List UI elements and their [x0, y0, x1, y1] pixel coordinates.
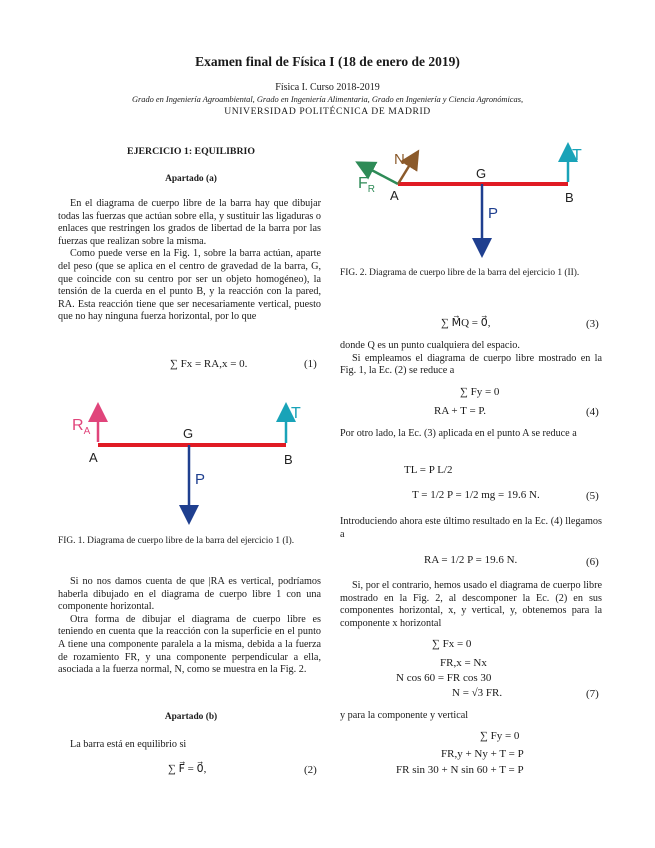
equation-6-number: (6): [586, 556, 599, 568]
equation-7d: N = √3 FR.: [452, 687, 503, 699]
equation-5-number: (5): [586, 490, 599, 502]
left-text-block-2: [58, 576, 321, 677]
equation-1-number: (1): [304, 358, 317, 370]
equation-2: ∑ F⃗ = 0⃗,: [168, 763, 207, 775]
equation-8c: FR sin 30 + N sin 60 + T = P: [396, 764, 524, 776]
label-a: A: [89, 450, 98, 465]
label-ra: $R_A$: [72, 417, 91, 437]
label-t-2: T: [572, 147, 582, 164]
right-text-block-1: [340, 340, 602, 378]
university-line: UNIVERSIDAD POLITÉCNICA DE MADRID: [224, 106, 431, 117]
equation-4b: RA + T = P.: [434, 405, 487, 417]
equation-7b: FR,x = Nx: [440, 657, 487, 669]
equation-7c: N cos 60 = FR cos 30: [396, 672, 492, 684]
paragraph-10: Si, por el contrario, hemos usado el diagrama de cuerpo libre mostrado en la Fig. 2, al descomponer la Ec. (2) en sus componentes horizontal, x, y vertical, y, obtenemos para la componente x horizontal: [340, 580, 602, 629]
label-b-2: B: [565, 190, 574, 205]
left-text-block-3: [58, 739, 321, 752]
figure-1-caption: FIG. 1. Diagrama de cuerpo libre de la barra del ejercicio 1 (I).: [58, 536, 295, 546]
paragraph-3: Si no nos damos cuenta de que |RA es vertical, podríamos haberla dibujado en el diagrama de cuerpo libre 1 con una componente horizontal.: [58, 576, 321, 613]
paragraph-6: donde Q es un punto cualquiera del espacio.: [340, 340, 520, 351]
paragraph-2: Como puede verse en la Fig. 1, sobre la barra actúan, aparte del peso (que se aplica en el centro de gravedad de la barra, G, que coincide con su centro por ser un objeto homogéneo), la tensión de la cuerda en el punto B, y la reacción con la pared, RA. Esta reacción tiene que ser necesariamente vertical, puesto que no hay ninguna fuerza horizontal, por lo que: [58, 248, 321, 323]
paragraph-1: En el diagrama de cuerpo libre de la barra hay que dibujar todas las fuerzas que actúan sobre ella, y sustituir las ligaduras o enlaces que restringen los grados de libertad de la barra por las fuerzas que realizan sobre la misma.: [58, 198, 321, 247]
page-title: Examen final de Física I (18 de enero de 2019): [195, 54, 460, 69]
equation-8a: ∑ Fy = 0: [480, 730, 520, 742]
paragraph-7: Si empleamos el diagrama de cuerpo libre mostrado en la Fig. 1, la Ec. (2) se reduce a: [340, 352, 602, 377]
degrees-line: Grado en Ingeniería Agroambiental, Grado en Ingeniería Alimentaria, Grado en Ingeniería y Ciencia Agronómicas,: [131, 95, 524, 104]
label-g: G: [183, 426, 194, 441]
figure-1: [58, 398, 328, 526]
label-fr: $F_R$: [358, 175, 376, 195]
paragraph-8: Por otro lado, la Ec. (3) aplicada en el punto A se reduce a: [340, 428, 577, 439]
right-text-block-2: [340, 428, 602, 441]
label-p: P: [195, 471, 206, 488]
equation-2-number: (2): [304, 764, 317, 776]
equation-8b: FR,y + Ny + T = P: [441, 748, 524, 760]
equation-4-number: (4): [586, 406, 599, 418]
paragraph-11: y para la componente y vertical: [340, 710, 469, 721]
apartado-b-heading: Apartado (b): [164, 712, 218, 722]
equation-1: ∑ Fx = RA,x = 0.: [170, 358, 248, 370]
label-n: N: [394, 151, 405, 168]
equation-4a: ∑ Fy = 0: [460, 386, 500, 398]
label-g-2: G: [476, 166, 487, 181]
paragraph-4: Otra forma de dibujar el diagrama de cuerpo libre es teniendo en cuenta que la reacción con la superficie en el punto A tiene una componente paralela a la misma, debida a la fuerza de rozamiento FR, y una componente perpendicular a ella, asociada a la fuerza normal, N, como se muestra en la Fig. 2.: [58, 613, 321, 676]
label-t: T: [291, 405, 301, 422]
equation-3-number: (3): [586, 318, 599, 330]
equation-5a: TL = P L/2: [404, 464, 453, 476]
figure-2: [350, 142, 600, 258]
equation-7-number: (7): [586, 688, 599, 700]
equation-5b: T = 1/2 P = 1/2 mg = 19.6 N.: [412, 489, 540, 501]
exercise-title: EJERCICIO 1: EQUILIBRIO: [127, 146, 255, 157]
figure-2-caption: FIG. 2. Diagrama de cuerpo libre de la barra del ejercicio 1 (II).: [340, 268, 580, 278]
label-p-2: P: [488, 205, 499, 222]
right-text-block-3: [340, 516, 602, 541]
friction-arrow: [364, 166, 398, 184]
label-b: B: [284, 452, 293, 467]
right-text-block-5: [340, 710, 602, 723]
paragraph-9: Introduciendo ahora este último resultado en la Ec. (4) llegamos a: [340, 516, 602, 540]
equation-6: RA = 1/2 P = 19.6 N.: [424, 554, 518, 566]
course-line: Física I. Curso 2018-2019: [275, 82, 380, 93]
label-a-2: A: [390, 188, 399, 203]
paragraph-5: La barra está en equilibrio si: [70, 739, 187, 750]
equation-7a: ∑ Fx = 0: [432, 638, 472, 650]
apartado-a-heading: Apartado (a): [165, 174, 217, 184]
right-text-block-4: [340, 580, 602, 630]
equation-3: ∑ M⃗Q = 0⃗,: [441, 317, 491, 329]
left-text-block-1: [58, 198, 321, 324]
